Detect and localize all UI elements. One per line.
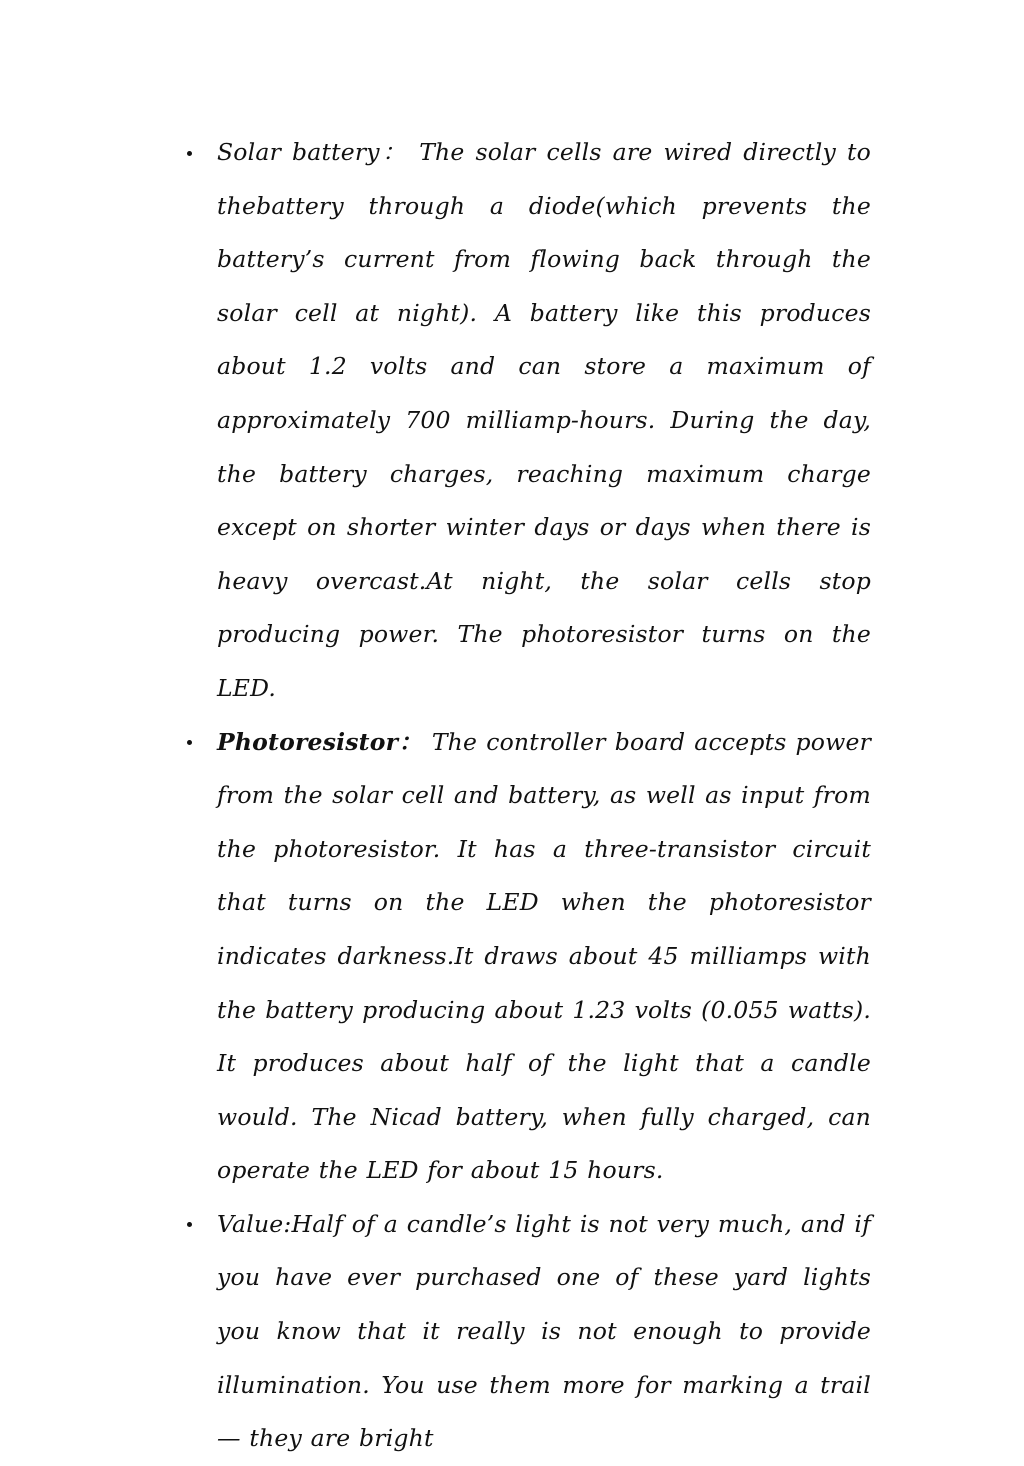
- list-item-body: [217, 1198, 871, 1466]
- list-item-body: [217, 716, 871, 1198]
- list-item-term: Solar battery：: [217, 138, 409, 166]
- list-item-term: Photoresistor：: [217, 727, 423, 756]
- bullet-icon: [185, 716, 217, 770]
- list-item-value: [185, 1198, 871, 1466]
- bullet-icon: [185, 1198, 217, 1252]
- list-item-text: The controller board accepts power from the solar cell and battery, as well as input from the photoresistor. It has a three-transistor circuit that turns on the LED when the photoresistor indicates darkness.It draws about 45 milliamps with the battery producing about 1.23 volts (0.055 watts). It produces about half of the light that a candle would. The Nicad battery, when fully charged, can operate the LED for about 15 hours.: [217, 727, 871, 1185]
- list-item-body: [217, 126, 871, 716]
- bullet-icon: [185, 126, 217, 180]
- list-item-text: Half of a candle’s light is not very much, and if you have ever purchased one of these yard lights you know that it really is not enough to provide illumination. You use them more for marking a trail — they are bright: [217, 1209, 871, 1453]
- list-item-term: Value:: [217, 1209, 292, 1238]
- list-item-text: The solar cells are wired directly to thebattery through a diode(which prevents the battery’s current from flowing back through the solar cell at night). A battery like this produces about 1.2 volts and can store a maximum of approximately 700 milliamp-hours. During the day, the battery charges, reaching maximum charge except on shorter winter days or days when there is heavy overcast.At night, the solar cells stop producing power. The photoresistor turns on the LED.: [217, 138, 871, 702]
- list-item-photoresistor: [185, 716, 871, 1198]
- bullet-list: [185, 126, 871, 1466]
- list-item-solar-battery: [185, 126, 871, 716]
